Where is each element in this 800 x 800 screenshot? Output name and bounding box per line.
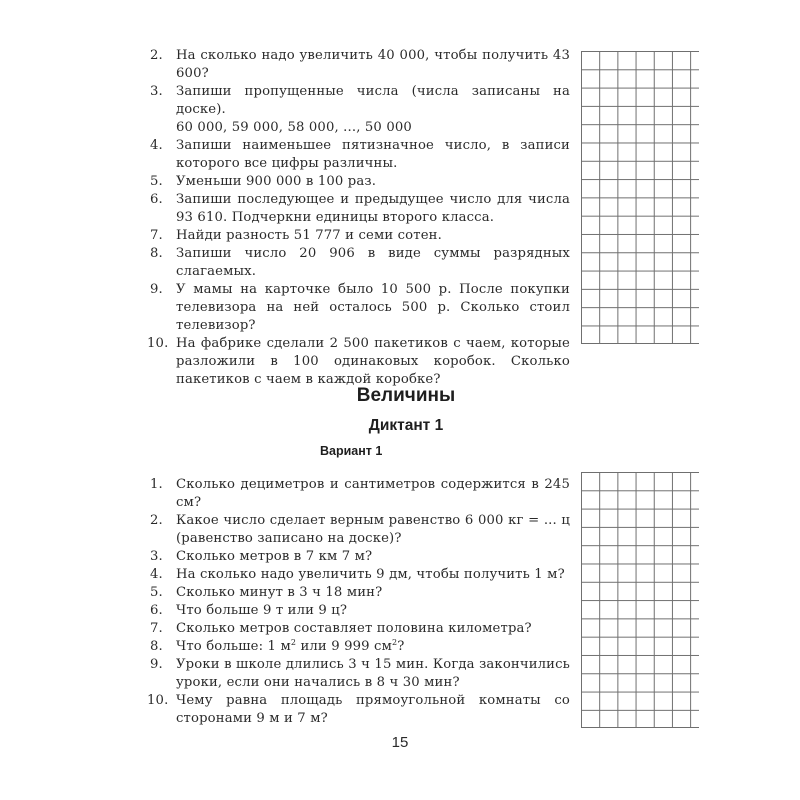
task-number: 8. [150,639,163,654]
task-text: На фабрике сделали 2 500 пакетиков с чаем, которые разложили в 100 одинаковых коробок. Сколько пакетиков с чаем в каждой коробке? [176,336,570,387]
task-number: 2. [150,48,163,63]
dictant-title: Диктант 1 [368,417,444,434]
task-item [150,227,570,245]
task-text: На сколько надо увеличить 9 дм, чтобы получить 1 м? [176,567,565,582]
task-number: 4. [150,138,163,153]
task-item [150,602,570,620]
task-item [150,281,570,335]
task-item [150,137,570,173]
task-text: Чему равна площадь прямоугольной комнаты со сторонами 9 м и 7 м? [176,693,570,726]
answer-grid-bottom [581,472,699,728]
task-text: На сколько надо увеличить 40 000, чтобы получить 43 600? [176,48,570,81]
task-text: Сколько метров в 7 км 7 м? [176,549,373,564]
task-text: Сколько дециметров и сантиметров содержится в 245 см? [176,477,570,510]
task-number: 5. [150,585,163,600]
task-list-top [147,47,570,389]
task-item [150,476,570,512]
task-number: 6. [150,603,163,618]
task-item [150,656,570,692]
task-number: 5. [150,174,163,189]
task-text-line1: Запиши пропущенные числа (числа записаны на доске). [176,84,570,117]
task-text: Уроки в школе длились 3 ч 15 мин. Когда закончились уроки, если они начались в 8 ч 30 мин? [176,657,570,690]
task-text: Уменьши 900 000 в 100 раз. [176,174,377,189]
task-list-bottom [147,476,570,728]
task-item [150,83,570,137]
section-title: Величины [356,385,456,406]
task-number: 6. [150,192,163,207]
task-text: Какое число сделает верным равенство 6 000 кг = ... ц (равенство записано на доске)? [176,513,570,546]
task-number: 9. [150,282,163,297]
variant-title: Вариант 1 [320,444,383,458]
task-item [150,245,570,281]
answer-grid-top [581,51,699,344]
task-item [147,692,570,728]
task-text: Запиши наименьшее пятизначное число, в записи которого все цифры различны. [176,138,570,171]
superscript: 2 [392,638,398,647]
task-text: или 9 999 см [296,639,392,654]
task-text: ? [397,639,405,654]
task-item [150,566,570,584]
task-text: Что больше: 1 м [176,639,291,654]
task-item [150,512,570,548]
task-item [147,335,570,389]
task-text: Запиши последующее и предыдущее число для числа 93 610. Подчеркни единицы второго класса. [176,192,570,225]
task-text: Запиши число 20 906 в виде суммы разрядных слагаемых. [176,246,570,279]
page-number: 15 [391,734,409,751]
superscript: 2 [290,638,297,647]
task-number: 3. [150,84,163,99]
task-number: 4. [150,567,163,582]
task-number: 1. [150,477,163,492]
task-number: 7. [150,228,163,243]
task-text: Сколько минут в 3 ч 18 мин? [176,585,383,600]
task-number: 9. [150,657,163,672]
task-item [150,638,570,656]
task-number-sequence: 60 000, 59 000, 58 000, ..., 50 000 [176,120,412,135]
task-item [150,620,570,638]
task-number: 3. [150,549,163,564]
task-text: Сколько метров составляет половина километра? [176,621,532,636]
task-number: 10. [147,336,169,351]
task-number: 7. [150,621,163,636]
task-item [150,191,570,227]
task-item [150,548,570,566]
task-item [150,173,570,191]
task-text: Найди разность 51 777 и семи сотен. [176,228,442,243]
task-text: У мамы на карточке было 10 500 р. После покупки телевизора на ней осталось 500 р. Сколько стоил телевизор? [176,282,570,333]
task-item [150,584,570,602]
task-number: 2. [150,513,163,528]
task-number: 10. [147,693,169,708]
task-text: Что больше 9 т или 9 ц? [176,603,348,618]
task-item [150,47,570,83]
task-number: 8. [150,246,163,261]
